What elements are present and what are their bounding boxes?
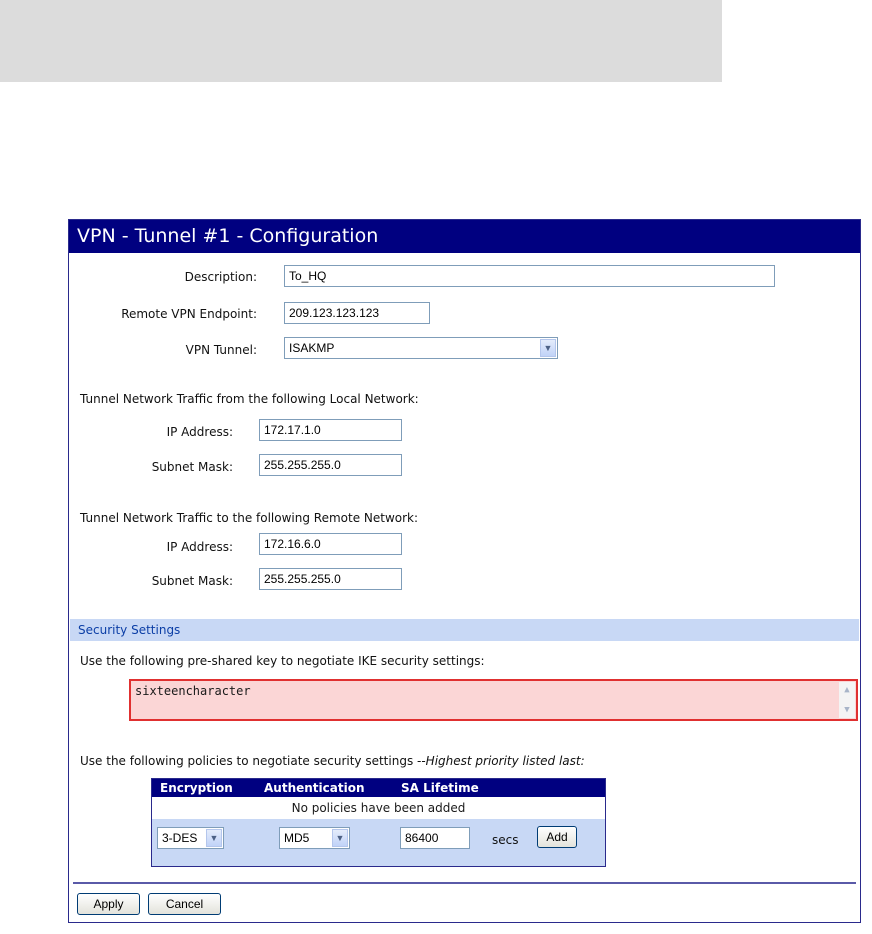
header-encryption: Encryption [160, 781, 233, 795]
psk-scrollbar[interactable] [839, 682, 855, 718]
cancel-button[interactable]: Cancel [148, 893, 221, 915]
vpn-config-panel [68, 219, 861, 923]
header-authentication: Authentication [264, 781, 365, 795]
local-ip-label: IP Address: [166, 425, 233, 439]
psk-instructions: Use the following pre-shared key to negotiate IKE security settings: [80, 654, 485, 668]
vpn-tunnel-label: VPN Tunnel: [185, 343, 257, 357]
vpn-tunnel-select[interactable] [284, 337, 558, 359]
sa-lifetime-unit: secs [492, 833, 519, 847]
encryption-select[interactable] [157, 827, 224, 849]
local-mask-label: Subnet Mask: [151, 460, 233, 474]
scroll-down-icon[interactable]: ▼ [844, 705, 850, 715]
local-mask-input[interactable]: 255.255.255.0 [259, 454, 402, 476]
chevron-down-icon[interactable]: ▼ [540, 339, 556, 357]
description-label: Description: [184, 270, 257, 284]
chevron-down-icon[interactable]: ▼ [332, 829, 348, 847]
panel-title: VPN - Tunnel #1 - Configuration [69, 220, 860, 253]
sa-lifetime-input[interactable]: 86400 [400, 827, 470, 849]
apply-button[interactable]: Apply [77, 893, 140, 915]
chevron-down-icon[interactable]: ▼ [206, 829, 222, 847]
description-input[interactable]: To_HQ [284, 265, 775, 287]
policies-empty-message: No policies have been added [291, 801, 466, 815]
security-settings-header: Security Settings [70, 619, 859, 641]
encryption-value: 3-DES [162, 831, 198, 845]
authentication-value: MD5 [284, 831, 310, 845]
authentication-select[interactable] [279, 827, 350, 849]
local-network-heading: Tunnel Network Traffic from the following Local Network: [80, 392, 419, 406]
remote-network-heading: Tunnel Network Traffic to the following Remote Network: [80, 511, 419, 525]
vpn-tunnel-value: ISAKMP [289, 341, 335, 355]
policies-header-row [152, 779, 605, 797]
policies-instructions [80, 754, 585, 768]
remote-mask-input[interactable]: 255.255.255.0 [259, 568, 402, 590]
remote-mask-label: Subnet Mask: [151, 574, 233, 588]
psk-textarea[interactable] [129, 679, 858, 721]
top-gray-banner [0, 0, 722, 82]
remote-ip-label: IP Address: [166, 540, 233, 554]
add-policy-button[interactable]: Add [537, 826, 577, 848]
header-sa-lifetime: SA Lifetime [401, 781, 479, 795]
scroll-up-icon[interactable]: ▲ [844, 685, 850, 695]
new-policy-row [152, 819, 605, 866]
local-ip-input[interactable]: 172.17.1.0 [259, 419, 402, 441]
remote-endpoint-label: Remote VPN Endpoint: [121, 307, 257, 321]
policies-text: Use the following policies to negotiate security settings -- [80, 754, 426, 768]
remote-ip-input[interactable]: 172.16.6.0 [259, 533, 402, 555]
remote-endpoint-input[interactable]: 209.123.123.123 [284, 302, 430, 324]
footer-divider [73, 882, 856, 884]
policies-note: Highest priority listed last: [425, 754, 585, 768]
policies-table [151, 778, 606, 867]
psk-value: sixteencharacter [135, 684, 251, 698]
